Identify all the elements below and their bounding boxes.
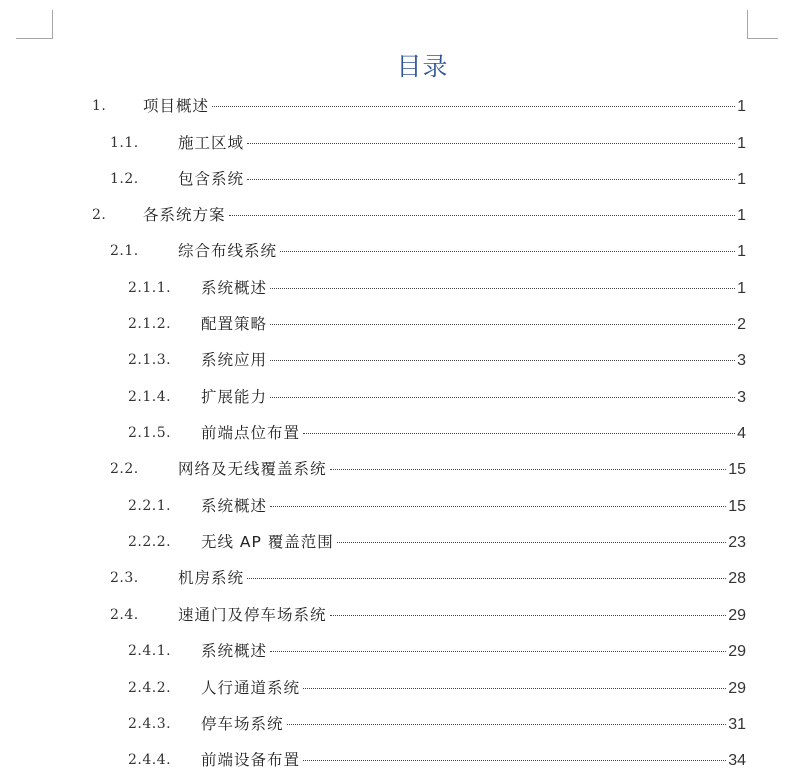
- toc-entry-title: 系统概述: [201, 276, 269, 300]
- toc-entry-page: 29: [728, 643, 746, 660]
- toc-entry-number: 2.: [92, 207, 107, 223]
- dot-leader: [247, 142, 735, 144]
- dot-leader: [270, 650, 726, 652]
- dot-leader: [270, 505, 726, 507]
- dot-leader: [229, 214, 736, 216]
- toc-entry[interactable]: [128, 676, 746, 700]
- toc-entry-title: 前端设备布置: [201, 748, 302, 772]
- toc-entry-title: 网络及无线覆盖系统: [178, 457, 329, 481]
- toc-entry-page: 34: [728, 752, 746, 769]
- toc-entry-title: 系统概述: [201, 494, 269, 518]
- toc-entry-number: 2.4.1.: [128, 643, 172, 659]
- dot-leader: [287, 723, 727, 725]
- toc-entry-page: 1: [737, 171, 746, 188]
- toc-entry-title: 综合布线系统: [178, 239, 279, 263]
- dot-leader: [247, 577, 726, 579]
- toc-entry-page: 15: [728, 461, 746, 478]
- toc-entry[interactable]: [110, 566, 746, 590]
- toc-entry-title: 人行通道系统: [201, 676, 302, 700]
- toc-entry-title: 前端点位布置: [201, 421, 302, 445]
- toc-entry-number: 1.: [92, 98, 107, 114]
- dot-leader: [330, 614, 727, 616]
- toc-title: 目录: [396, 52, 449, 81]
- toc-entry-number: 2.3.: [110, 570, 139, 586]
- toc-entry-number: 2.1.1.: [128, 280, 172, 296]
- dot-leader: [270, 359, 735, 361]
- toc-entry-page: 15: [728, 498, 746, 515]
- dot-leader: [270, 323, 735, 325]
- toc-entry-number: 2.1.: [110, 243, 139, 259]
- dot-leader: [270, 396, 735, 398]
- toc-entry[interactable]: [128, 421, 746, 445]
- toc-entry-number: 2.1.2.: [128, 316, 172, 332]
- toc-entry-number: 2.4.2.: [128, 680, 172, 696]
- toc-entry-title: 机房系统: [178, 566, 246, 590]
- toc-entry-title: 系统概述: [201, 639, 269, 663]
- toc-entry[interactable]: [128, 312, 746, 336]
- toc-entry[interactable]: [110, 167, 746, 191]
- toc-entry-title: 配置策略: [201, 312, 269, 336]
- toc-entry-number: 2.1.4.: [128, 389, 172, 405]
- toc-entry-number: 2.1.5.: [128, 425, 172, 441]
- toc-entry-page: 1: [737, 135, 746, 152]
- dot-leader: [247, 178, 735, 180]
- toc-entry-page: 1: [737, 280, 746, 297]
- dot-leader: [280, 250, 735, 252]
- toc-entry-page: 29: [728, 680, 746, 697]
- toc-entry-title: 无线 AP 覆盖范围: [201, 530, 336, 554]
- toc-entry-title: 停车场系统: [201, 712, 286, 736]
- toc-entry-number: 1.2.: [110, 171, 139, 187]
- toc-entry[interactable]: [128, 639, 746, 663]
- dot-leader: [303, 432, 735, 434]
- toc-entry-number: 1.1.: [110, 135, 139, 151]
- toc-entry-title: 速通门及停车场系统: [178, 603, 329, 627]
- toc-entry-title: 施工区域: [178, 131, 246, 155]
- toc-entry[interactable]: [92, 203, 746, 227]
- toc-entry-title: 各系统方案: [143, 203, 228, 227]
- toc-entry[interactable]: [92, 94, 746, 118]
- toc-entry-title: 系统应用: [201, 348, 269, 372]
- toc-entry-page: 3: [737, 352, 746, 369]
- toc-entry[interactable]: [110, 239, 746, 263]
- toc-entry[interactable]: [128, 276, 746, 300]
- dot-leader: [303, 687, 726, 689]
- toc-entry-page: 3: [737, 389, 746, 406]
- toc-entry[interactable]: [128, 348, 746, 372]
- toc-entry-page: 23: [728, 534, 746, 551]
- toc-entry-number: 2.4.4.: [128, 752, 172, 768]
- toc-entry-number: 2.1.3.: [128, 352, 172, 368]
- toc-entry-page: 1: [737, 207, 746, 224]
- dot-leader: [303, 759, 726, 761]
- dot-leader: [330, 468, 727, 470]
- toc-entry-page: 31: [728, 716, 746, 733]
- toc-entry-number: 2.2.2.: [128, 534, 172, 550]
- dot-leader: [212, 105, 735, 107]
- toc-entry-page: 1: [737, 243, 746, 260]
- toc-entry-page: 4: [737, 425, 746, 442]
- toc-entry-page: 1: [737, 98, 746, 115]
- toc-entry-number: 2.4.3.: [128, 716, 172, 732]
- toc-entry[interactable]: [128, 494, 746, 518]
- toc-entry[interactable]: [128, 530, 746, 554]
- toc-entry-page: 29: [728, 607, 746, 624]
- toc-entry[interactable]: [128, 712, 746, 736]
- toc-entry[interactable]: [128, 748, 746, 772]
- toc-entry-number: 2.2.1.: [128, 498, 172, 514]
- toc-entry-number: 2.2.: [110, 461, 139, 477]
- toc-entry-page: 28: [728, 570, 746, 587]
- toc-entry[interactable]: [110, 131, 746, 155]
- toc-entry[interactable]: [110, 457, 746, 481]
- dot-leader: [337, 541, 726, 543]
- toc-entry[interactable]: [110, 603, 746, 627]
- toc-entry-title: 项目概述: [143, 94, 211, 118]
- toc-entry-title: 扩展能力: [201, 385, 269, 409]
- toc-entry-title: 包含系统: [178, 167, 246, 191]
- dot-leader: [270, 287, 735, 289]
- toc-entry-page: 2: [737, 316, 746, 333]
- toc-entry[interactable]: [128, 385, 746, 409]
- toc-entry-number: 2.4.: [110, 607, 139, 623]
